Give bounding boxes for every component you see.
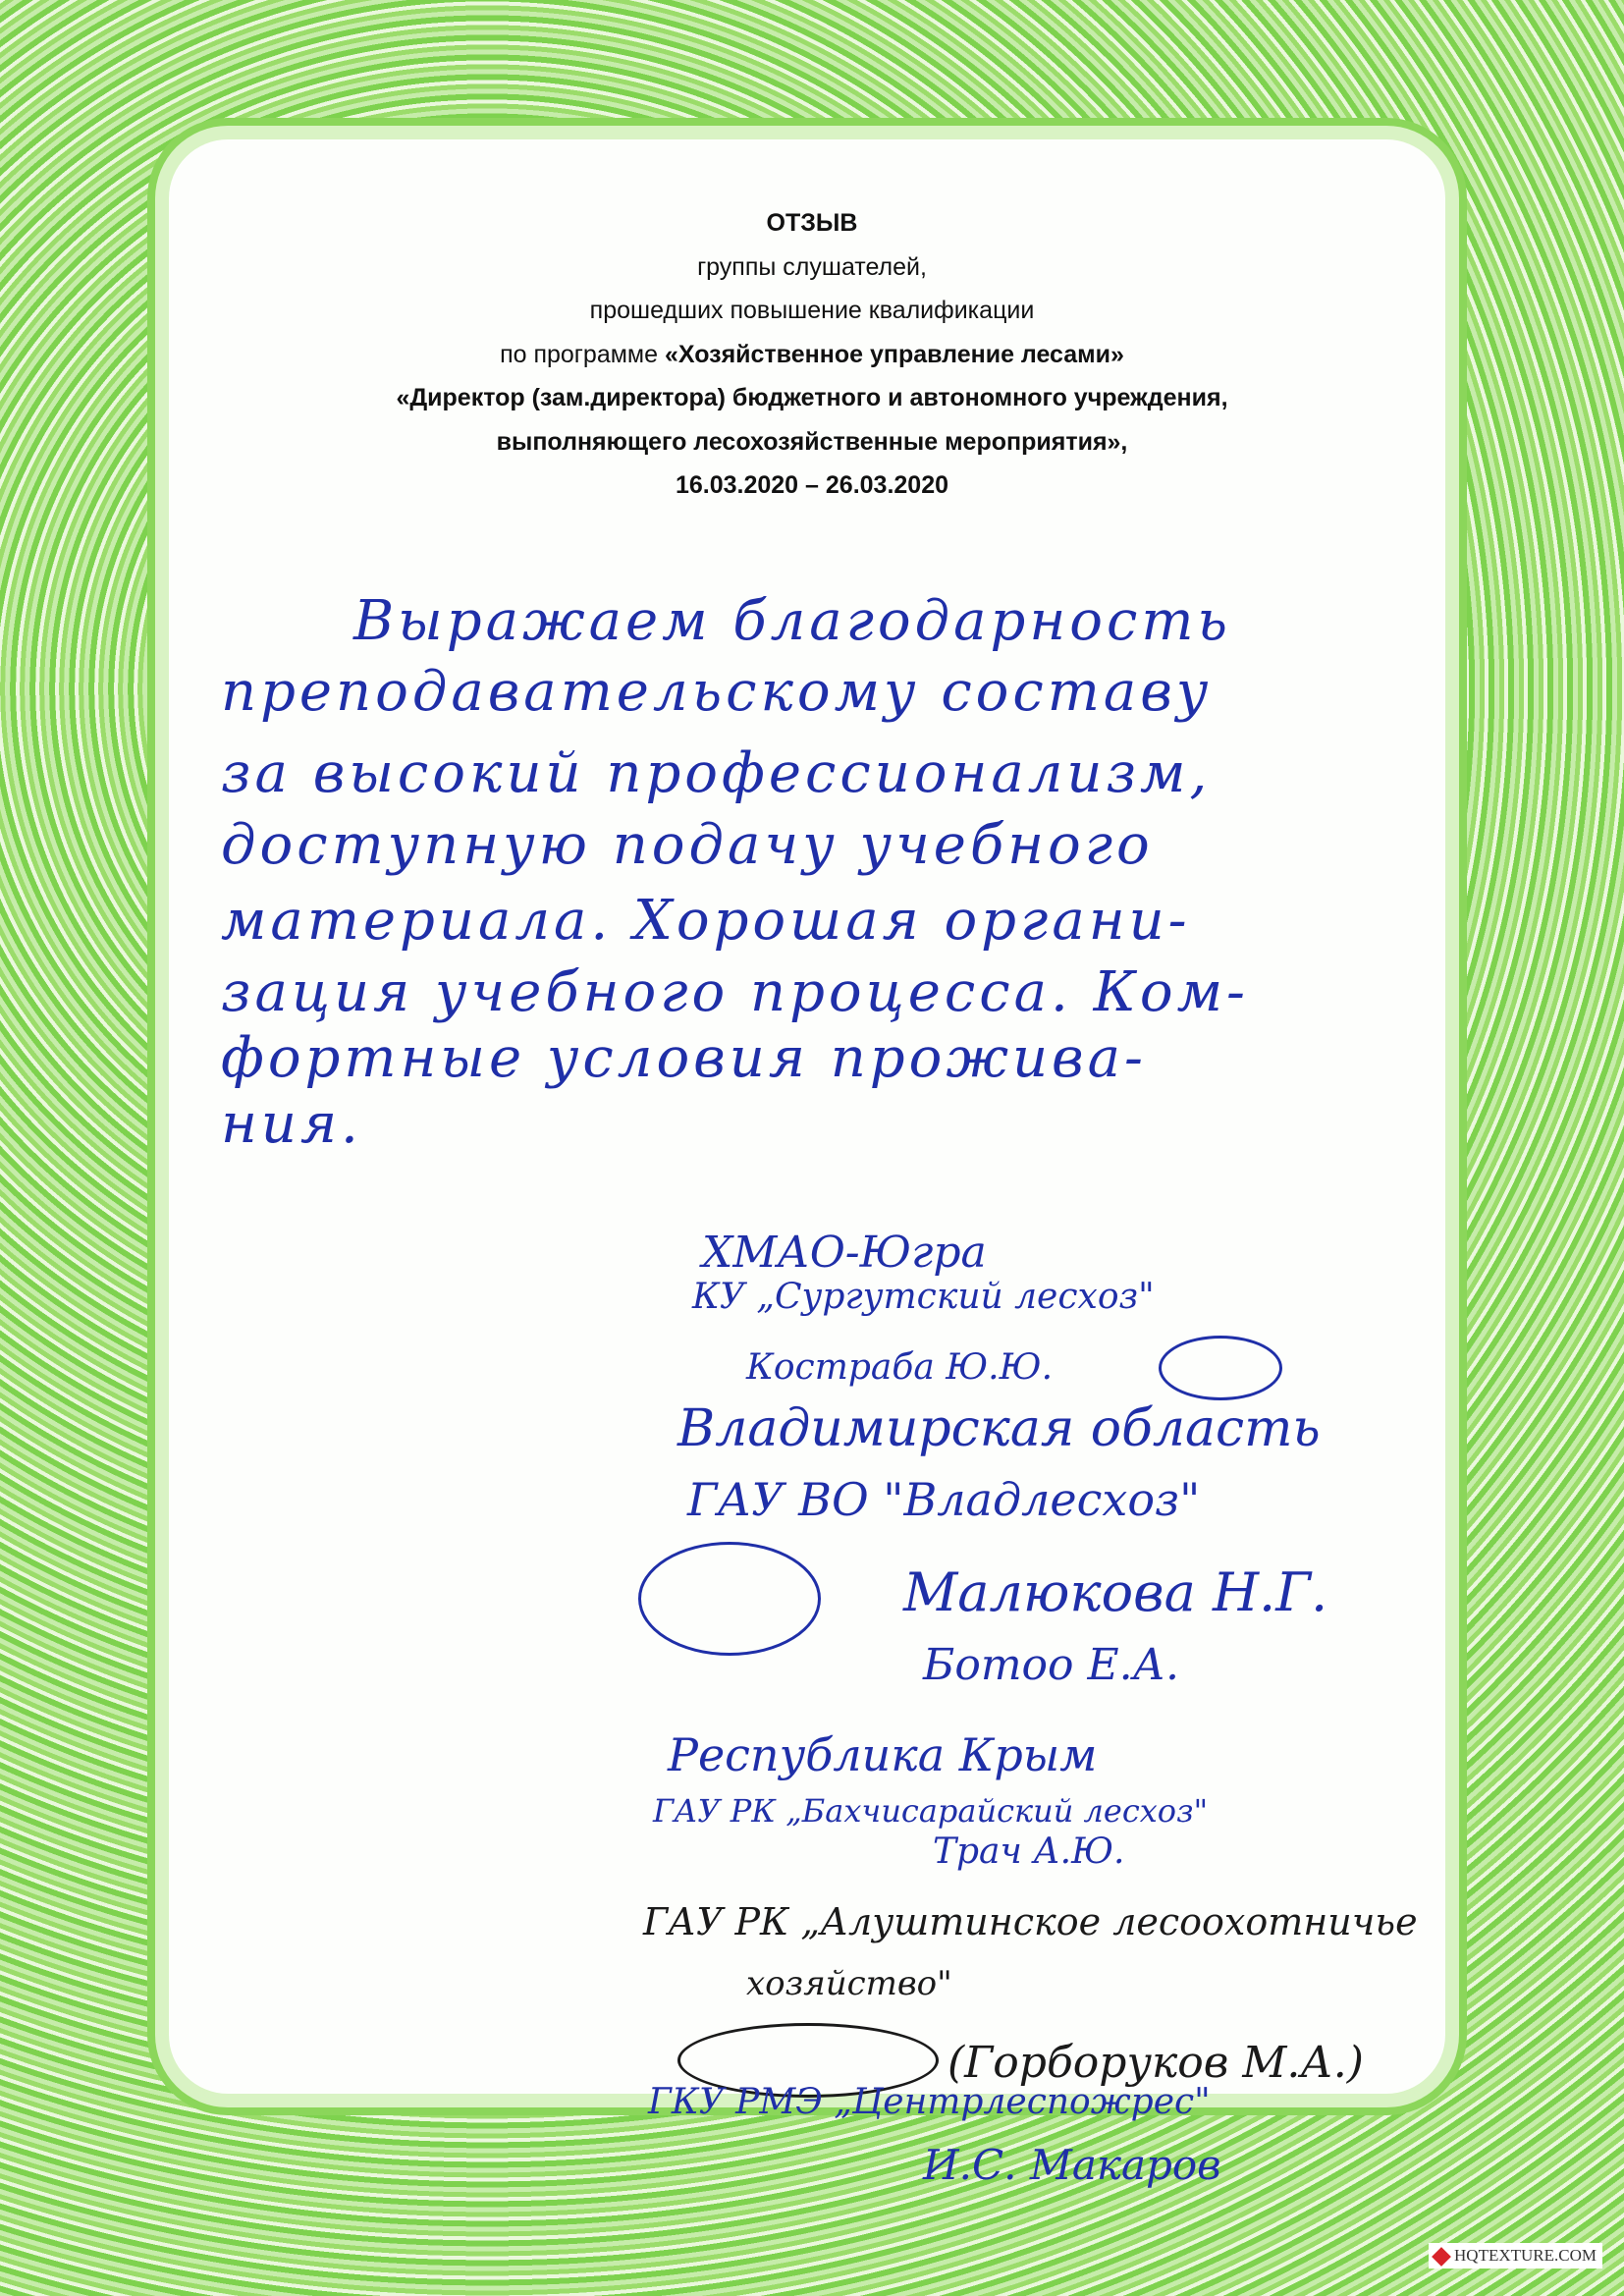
program-name: «Хозяйственное управление лесами»: [664, 340, 1124, 368]
signature-line: КУ „Сургутский лесхоз": [692, 1277, 1155, 1317]
signature-line: Республика Крым: [668, 1728, 1098, 1781]
review-line: ния.: [221, 1092, 362, 1156]
header-line: прошедших повышение квалификации: [589, 297, 1035, 324]
signature-mark: [638, 1542, 821, 1656]
program-prefix: по программе: [500, 340, 665, 368]
signature-line: Владимирская область: [677, 1399, 1321, 1458]
review-line: материала. Хорошая органи-: [221, 889, 1191, 953]
header-line: группы слушателей,: [697, 252, 927, 281]
document-header: [0, 201, 1624, 508]
signature-line: ГКУ РМЭ „Центрлеспожрес": [648, 2082, 1211, 2122]
course-dates: 16.03.2020 – 26.03.2020: [675, 471, 949, 499]
review-line: доступную подачу учебного: [221, 813, 1154, 877]
review-line: Выражаем благодарность: [353, 589, 1231, 653]
watermark-logo-icon: [1432, 2247, 1451, 2267]
watermark: [1429, 2243, 1602, 2269]
signature-line: хозяйство": [746, 1964, 952, 2003]
header-line: [0, 333, 1624, 377]
signature-line: Ботоо Е.А.: [923, 1640, 1179, 1690]
signature-mark: [1159, 1336, 1282, 1400]
signature-line: И.С. Макаров: [923, 2141, 1221, 2189]
signature-line: Малюкова Н.Г.: [903, 1561, 1328, 1623]
review-line: преподавательскому составу: [221, 660, 1213, 724]
document-title: ОТЗЫВ: [766, 209, 858, 237]
watermark-text: HQTEXTURE.COM: [1454, 2246, 1597, 2265]
signature-line: ГАУ РК „Бахчисарайский лесхоз": [653, 1792, 1209, 1830]
header-line: выполняющего лесохозяйственные мероприятия»,: [496, 427, 1128, 456]
signature-line: ХМАО-Югра: [702, 1228, 987, 1278]
signature-line: Костраба Ю.Ю.: [746, 1347, 1054, 1388]
signature-line: ГАУ ВО "Владлесхоз": [687, 1473, 1201, 1526]
review-line: за высокий профессионализм,: [221, 741, 1212, 805]
review-line: фортные условия прожива-: [221, 1026, 1147, 1090]
signature-line: Трач А.Ю.: [933, 1831, 1125, 1872]
signature-line: (Горборуков М.А.): [947, 2038, 1364, 2088]
header-line: «Директор (зам.директора) бюджетного и автономного учреждения,: [396, 384, 1228, 411]
review-line: зация учебного процесса. Ком-: [221, 960, 1249, 1024]
signature-line: ГАУ РК „Алуштинское лесоохотничье: [643, 1900, 1418, 1943]
